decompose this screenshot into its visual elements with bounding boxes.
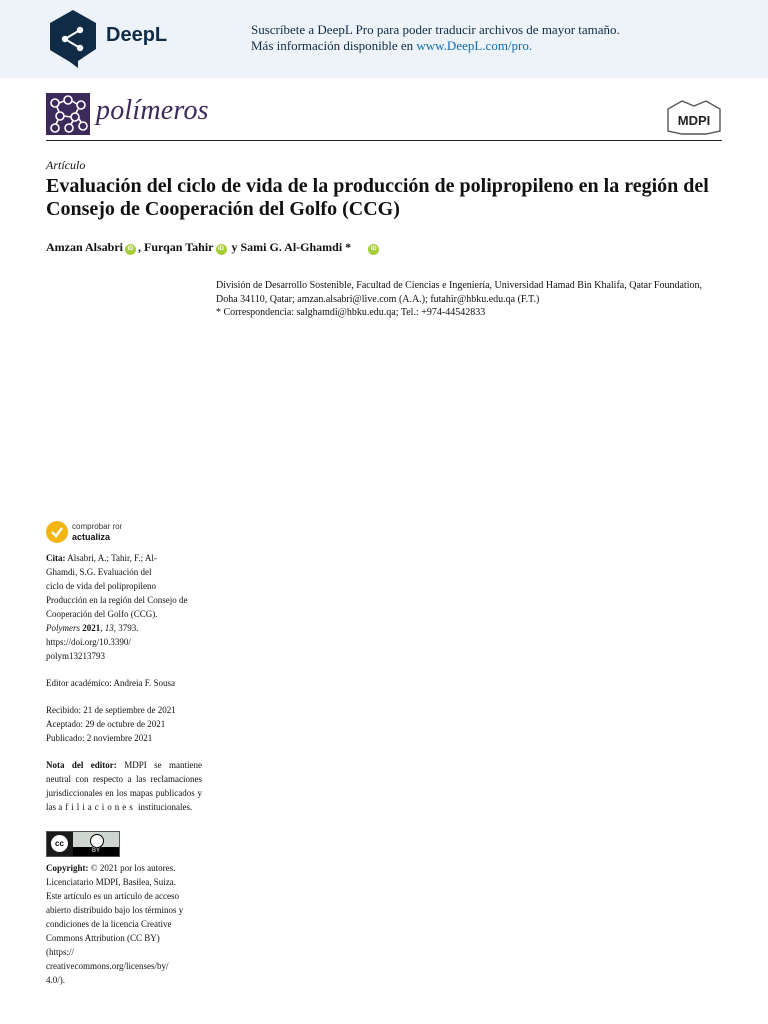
mdpi-logo-text: MDPI xyxy=(677,113,711,128)
check-updates-line-2: actualiza xyxy=(72,532,111,542)
deepl-banner xyxy=(0,0,768,78)
copyright-label: Copyright: xyxy=(46,863,89,873)
citation-label: Cita: xyxy=(46,553,66,563)
citation-volume: , 13, xyxy=(100,623,116,633)
author-1: Amzan Alsabri xyxy=(46,240,124,254)
copyright-line: Commons Attribution (CC BY) xyxy=(46,933,160,943)
header-divider xyxy=(46,140,722,141)
citation-journal: Polymers xyxy=(46,623,80,633)
orcid-icon[interactable]: iD xyxy=(368,244,379,255)
author-2: , Furqan Tahir xyxy=(138,240,214,254)
article-sidebar xyxy=(46,521,202,987)
check-for-updates-badge[interactable] xyxy=(46,521,202,547)
attribution-icon xyxy=(90,834,104,848)
journal-title: polímeros xyxy=(96,95,209,126)
correspondence-text: * Correspondencia: salghamdi@hbku.edu.qa; Tel.: +974-44542833 xyxy=(216,307,486,318)
affiliation-text: División de Desarrollo Sostenible, Facultad de Ciencias e Ingeniería, Universidad Hamad Bin Khalifa, Qatar Foundation, Doha 34110, Qatar; amzan.alsabri@live.com (A.A.); futahir@hbku.edu.qa (F.T.) xyxy=(216,280,702,305)
publisher-note-spaced: afiliaciones xyxy=(58,802,136,812)
mdpi-logo-icon xyxy=(666,99,722,135)
publisher-note-end: institucionales. xyxy=(135,802,193,812)
received-date: Recibido: 21 de septiembre de 2021 xyxy=(46,705,176,715)
article-title: Evaluación del ciclo de vida de la producción de polipropileno en la región del Consejo de Cooperación del Golfo (CCG) xyxy=(46,175,709,220)
creative-commons-icon: cc xyxy=(51,835,68,852)
banner-message xyxy=(251,22,620,54)
copyright-line: Licenciatario MDPI, Basilea, Suiza. xyxy=(46,877,176,887)
deepl-brand-name[interactable]: DeepL xyxy=(106,24,168,46)
polymers-logo-icon xyxy=(46,93,90,135)
author-3: y Sami G. Al-Ghamdi * xyxy=(228,240,352,254)
citation-pages: 3793. xyxy=(116,623,139,633)
accepted-date: Aceptado: 29 de octubre de 2021 xyxy=(46,719,166,729)
citation-line: Cooperación del Golfo (CCG). xyxy=(46,609,158,619)
publisher-note-text: MDPI se mantiene neutral con respecto a las reclamaciones jurisdiccionales en los mapas publicados y las xyxy=(46,760,202,812)
academic-editor: Editor académico: Andreia F. Sousa xyxy=(46,678,175,688)
article-type: Artículo xyxy=(46,158,86,172)
affiliations xyxy=(216,279,716,320)
author-list xyxy=(46,240,381,255)
license-link[interactable]: 4.0/). xyxy=(46,975,65,985)
citation-line: Producción en la región del Consejo de xyxy=(46,595,188,605)
check-updates-line-1: comprobar ror xyxy=(72,522,123,531)
copyright-line: condiciones de la licencia Creative xyxy=(46,919,172,929)
citation-block xyxy=(46,551,202,663)
citation-doi-link[interactable]: https://doi.org/10.3390/ xyxy=(46,637,131,647)
citation-line: Ghamdi, S.G. Evaluación del xyxy=(46,567,152,577)
banner-line-1: Suscríbete a DeepL Pro para poder traducir archivos de mayor tamaño. xyxy=(251,22,620,37)
license-link[interactable]: (https:// xyxy=(46,947,75,957)
copyright-line: © 2021 por los autores. xyxy=(88,863,176,873)
copyright-line: abierto distribuido bajo los términos y xyxy=(46,905,184,915)
citation-line: Alsabri, A.; Tahir, F.; Al- xyxy=(65,553,157,563)
banner-line-2-prefix: Más información disponible en xyxy=(251,38,417,53)
banner-line-2 xyxy=(251,38,620,54)
publisher-note-label: Nota del editor: xyxy=(46,760,117,770)
cc-by-license-badge[interactable] xyxy=(46,831,120,857)
check-updates-label xyxy=(72,522,122,543)
orcid-icon[interactable]: iD xyxy=(125,244,136,255)
orcid-icon[interactable]: iD xyxy=(216,244,227,255)
license-link[interactable]: creativecommons.org/licenses/by/ xyxy=(46,961,169,971)
cc-by-label: BY xyxy=(73,847,119,856)
deepl-logo-icon[interactable] xyxy=(48,9,98,69)
deepl-pro-link[interactable]: www.DeepL.com/pro. xyxy=(416,38,533,53)
check-updates-icon xyxy=(46,521,68,543)
published-date: Publicado: 2 noviembre 2021 xyxy=(46,733,153,743)
publisher-note xyxy=(46,758,202,814)
citation-line: ciclo de vida del polipropileno xyxy=(46,581,156,591)
citation-doi-link-end[interactable]: polym13213793 xyxy=(46,651,106,661)
copyright-block xyxy=(46,861,202,987)
citation-year: 2021 xyxy=(80,623,101,633)
copyright-line: Este artículo es un artículo de acceso xyxy=(46,891,179,901)
